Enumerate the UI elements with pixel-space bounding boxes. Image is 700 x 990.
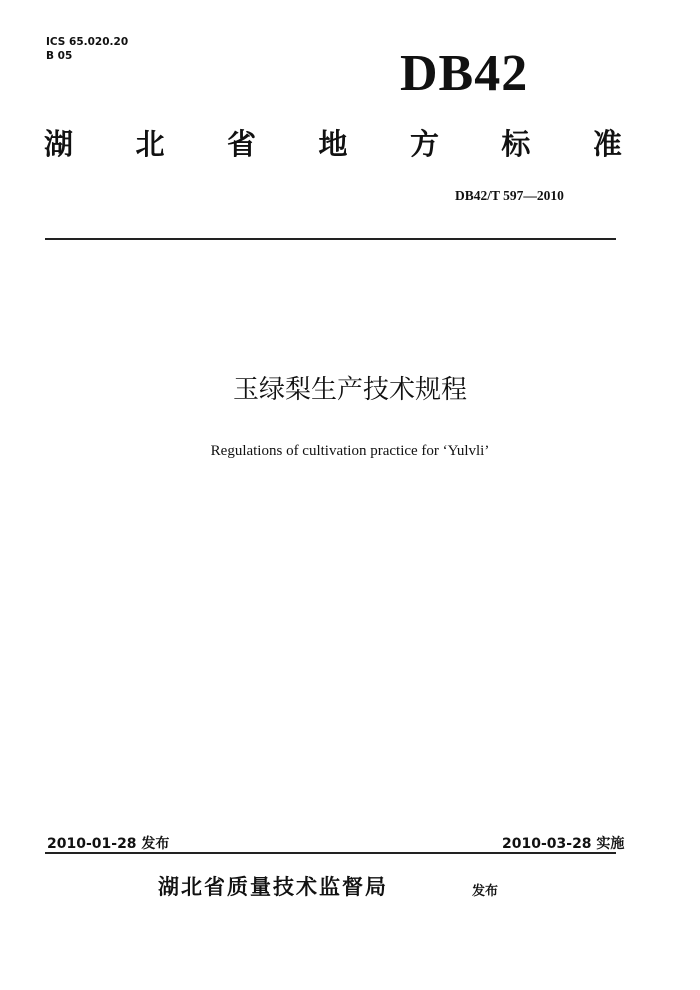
classification-codes [46, 35, 128, 63]
issue-date: 2010-01-28 发布 [47, 836, 170, 852]
issuer-suffix: 发布 [472, 884, 499, 899]
standard-type-char: 北 [135, 127, 165, 161]
implementation-date: 2010-03-28 实施 [502, 836, 625, 852]
document-title-english: Regulations of cultivation practice for ‘Yulvli’ [210, 443, 490, 459]
standard-type-char: 省 [226, 127, 256, 161]
standard-type-char: 湖 [44, 127, 74, 161]
footer-divider [45, 852, 616, 854]
standard-type-char: 地 [318, 127, 348, 161]
db-logo: DB42 [400, 45, 529, 102]
standard-type-char: 标 [501, 127, 531, 161]
ccs-code: B 05 [46, 50, 73, 62]
ics-code: ICS 65.020.20 [46, 36, 129, 48]
standard-type-char: 方 [409, 127, 439, 161]
standard-type-char: 准 [592, 127, 622, 161]
issuing-authority: 湖北省质量技术监督局 [158, 875, 388, 899]
standard-number: DB42/T 597—2010 [455, 188, 564, 203]
standard-type-heading [44, 124, 622, 164]
header-divider [45, 238, 616, 240]
document-title-chinese: 玉绿梨生产技术规程 [232, 375, 467, 405]
